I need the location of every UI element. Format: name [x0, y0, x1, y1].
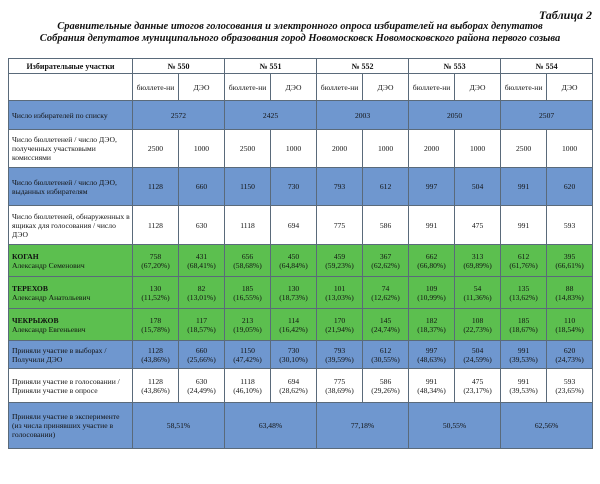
- cell-value: 991: [517, 376, 530, 386]
- row-sublabel: Александр Семенович: [12, 260, 85, 270]
- table-cell: [455, 130, 501, 168]
- cell-percent: (16,55%): [233, 292, 262, 302]
- table-caption: [0, 21, 600, 45]
- cell-value: 54: [473, 283, 482, 293]
- precinct-header: № 552: [317, 59, 409, 74]
- table-cell: [547, 168, 593, 206]
- table-cell: 62,56%: [501, 403, 593, 449]
- table-cell: [501, 277, 547, 309]
- table-cell: [317, 206, 363, 245]
- cell-percent: (24,59%): [463, 354, 492, 364]
- cell-percent: (23,65%): [555, 385, 584, 395]
- cell-value: 630: [195, 376, 208, 386]
- cell-value: 991: [517, 220, 530, 230]
- cell-percent: (24,49%): [187, 385, 216, 395]
- cell-value: 586: [379, 376, 392, 386]
- cell-percent: (14,83%): [555, 292, 584, 302]
- table-cell: [133, 309, 179, 341]
- cell-percent: (18,73%): [279, 292, 308, 302]
- cell-value: 656: [241, 251, 254, 261]
- table-body: [9, 101, 593, 449]
- cell-value: 182: [425, 315, 438, 325]
- cell-value: 475: [471, 220, 484, 230]
- cell-value: 593: [563, 376, 576, 386]
- row-label: [9, 341, 133, 369]
- cell-percent: (28,62%): [279, 385, 308, 395]
- cell-percent: (12,62%): [371, 292, 400, 302]
- cell-value: 367: [379, 251, 392, 261]
- table-cell: [455, 341, 501, 369]
- cell-value: 185: [241, 283, 254, 293]
- cell-value: 2000: [331, 144, 348, 153]
- cell-value: 108: [471, 315, 484, 325]
- row-label: [9, 245, 133, 277]
- cell-value: 1118: [240, 376, 255, 386]
- table-cell: [547, 309, 593, 341]
- table-cell: 2003: [317, 101, 409, 130]
- cell-value: 504: [471, 345, 484, 355]
- cell-value: 620: [563, 345, 576, 355]
- cell-percent: (39,59%): [325, 354, 354, 364]
- table-cell: [133, 206, 179, 245]
- cell-value: 114: [287, 315, 300, 325]
- row-label-text: ТЕРЕХОВ: [12, 283, 48, 293]
- table-cell: [547, 369, 593, 403]
- cell-value: 991: [517, 182, 530, 191]
- cell-value: 1128: [148, 345, 163, 355]
- cell-percent: (69,89%): [463, 260, 492, 270]
- table-cell: 2507: [501, 101, 593, 130]
- cell-value: 109: [425, 283, 438, 293]
- table-cell: [133, 130, 179, 168]
- table-cell: [271, 168, 317, 206]
- table-cell: [501, 369, 547, 403]
- table-cell: [363, 245, 409, 277]
- table-cell: [317, 341, 363, 369]
- cell-value: 660: [195, 345, 208, 355]
- table-cell: [225, 245, 271, 277]
- table-cell: 2572: [133, 101, 225, 130]
- cell-value: 130: [287, 283, 300, 293]
- cell-value: 1000: [469, 144, 486, 153]
- subheader-deo: ДЭО: [271, 74, 317, 101]
- row-label: [9, 206, 133, 245]
- table-cell: [363, 168, 409, 206]
- table-cell: [271, 206, 317, 245]
- row-voters-list: [9, 101, 593, 130]
- cell-percent: (68,41%): [187, 260, 216, 270]
- row-sublabel: Александр Анатольевич: [12, 292, 91, 302]
- table-cell: [317, 130, 363, 168]
- cell-value: 145: [379, 315, 392, 325]
- cell-value: 88: [565, 283, 574, 293]
- cell-value: 117: [195, 315, 208, 325]
- row-received: [9, 130, 593, 168]
- cell-percent: (64,84%): [279, 260, 308, 270]
- table-cell: 77,18%: [317, 403, 409, 449]
- subheader-deo: ДЭО: [455, 74, 501, 101]
- row-label: [9, 309, 133, 341]
- cell-value: 1128: [148, 376, 163, 386]
- cell-value: 2500: [515, 144, 532, 153]
- table-cell: [363, 277, 409, 309]
- row-label: [9, 277, 133, 309]
- row-label: [9, 168, 133, 206]
- table-cell: 58,51%: [133, 403, 225, 449]
- subheader-bulletins: бюллете-ни: [133, 74, 179, 101]
- cell-percent: (18,67%): [509, 324, 538, 334]
- table-label: Таблица 2: [538, 8, 592, 22]
- row-label: [9, 130, 133, 168]
- table-cell: [317, 369, 363, 403]
- subheader-bulletins: бюллете-ни: [317, 74, 363, 101]
- precinct-header: № 550: [133, 59, 225, 74]
- row-experiment: [9, 403, 593, 449]
- subheader-deo: ДЭО: [179, 74, 225, 101]
- table-cell: [363, 341, 409, 369]
- row-label-text: Приняли участие в голосовании / Приняли участие в опросе: [12, 376, 120, 395]
- cell-value: 620: [563, 182, 576, 191]
- cell-percent: (11,36%): [463, 292, 492, 302]
- cell-value: 775: [333, 220, 346, 230]
- table-cell: [363, 206, 409, 245]
- row-label-text: ЧЕКРЫЖОВ: [12, 315, 59, 325]
- subheader-bulletins: бюллете-ни: [501, 74, 547, 101]
- cell-value: 730: [287, 182, 300, 191]
- table-cell: [271, 277, 317, 309]
- cell-percent: (24,74%): [371, 324, 400, 334]
- table-cell: [547, 206, 593, 245]
- row-label-text: Число избирателей по списку: [12, 110, 108, 120]
- table-cell: [317, 245, 363, 277]
- subheader-deo: ДЭО: [547, 74, 593, 101]
- row-participated-elections: [9, 341, 593, 369]
- cell-value: 2500: [147, 144, 164, 153]
- row-sublabel: Александр Евгеньевич: [12, 324, 86, 334]
- cell-value: 213: [241, 315, 254, 325]
- cell-percent: (48,34%): [417, 385, 446, 395]
- table-cell: [455, 309, 501, 341]
- cell-value: 185: [517, 315, 530, 325]
- table-cell: [271, 245, 317, 277]
- table-cell: [179, 130, 225, 168]
- cell-value: 101: [333, 283, 346, 293]
- cell-value: 630: [195, 220, 208, 230]
- cell-value: 395: [563, 251, 576, 261]
- table-cell: [455, 369, 501, 403]
- subheader-deo: ДЭО: [363, 74, 409, 101]
- cell-percent: (24,73%): [555, 354, 584, 364]
- table-cell: [455, 277, 501, 309]
- cell-value: 135: [517, 283, 530, 293]
- cell-percent: (39,53%): [509, 354, 538, 364]
- cell-percent: (58,68%): [233, 260, 262, 270]
- cell-percent: (30,55%): [371, 354, 400, 364]
- table-cell: [179, 341, 225, 369]
- cell-percent: (61,76%): [509, 260, 538, 270]
- table-cell: [225, 369, 271, 403]
- caption-line-1: Сравнительные данные итогов голосования и электронного опроса избирателей на выборах депутатов: [57, 21, 543, 32]
- cell-value: 758: [149, 251, 162, 261]
- cell-value: 586: [379, 220, 392, 230]
- cell-value: 450: [287, 251, 300, 261]
- cell-value: 612: [379, 182, 392, 191]
- cell-percent: (21,94%): [325, 324, 354, 334]
- cell-percent: (30,10%): [279, 354, 308, 364]
- cell-value: 1000: [193, 144, 210, 153]
- row-participated-voting: [9, 369, 593, 403]
- table-cell: 2050: [409, 101, 501, 130]
- table-cell: [133, 168, 179, 206]
- table-cell: [409, 309, 455, 341]
- cell-value: 1150: [240, 182, 255, 191]
- table-cell: [179, 245, 225, 277]
- table-cell: [455, 206, 501, 245]
- table-cell: [547, 277, 593, 309]
- table-cell: [133, 341, 179, 369]
- table-cell: [363, 309, 409, 341]
- table-cell: [317, 277, 363, 309]
- cell-value: 775: [333, 376, 346, 386]
- cell-percent: (46,10%): [233, 385, 262, 395]
- subheader-blank: [9, 74, 133, 101]
- table-cell: [133, 369, 179, 403]
- row-found: [9, 206, 593, 245]
- cell-value: 991: [517, 345, 530, 355]
- table-cell: [179, 206, 225, 245]
- table-cell: [179, 168, 225, 206]
- table-cell: 63,48%: [225, 403, 317, 449]
- table-cell: [409, 341, 455, 369]
- table-cell: [225, 277, 271, 309]
- cell-value: 1000: [285, 144, 302, 153]
- table-cell: [455, 245, 501, 277]
- subheader-bulletins: бюллете-ни: [409, 74, 455, 101]
- subheader-row: [9, 74, 593, 101]
- table-cell: [547, 245, 593, 277]
- cell-value: 431: [195, 251, 208, 261]
- table-cell: [225, 130, 271, 168]
- row-label: [9, 369, 133, 403]
- cell-value: 110: [564, 315, 576, 325]
- cell-value: 793: [333, 345, 346, 355]
- cell-value: 694: [287, 376, 300, 386]
- cell-value: 178: [149, 315, 162, 325]
- cell-percent: (43,86%): [141, 354, 170, 364]
- row-label: [9, 101, 133, 130]
- table-cell: [225, 341, 271, 369]
- cell-percent: (48,63%): [417, 354, 446, 364]
- row-label-text: Приняли участие в эксперименте (из числа принявших участие в голосовании): [12, 412, 120, 439]
- row-label: [9, 403, 133, 449]
- table-cell: [409, 369, 455, 403]
- caption-line-2: Собрания депутатов муниципального образования город Новомосковск Новомосковского района первого созыва: [39, 33, 561, 44]
- table-cell: [409, 277, 455, 309]
- cell-value: 475: [471, 376, 484, 386]
- header-row: [9, 59, 593, 74]
- table-cell: [271, 369, 317, 403]
- cell-percent: (18,37%): [417, 324, 446, 334]
- table-cell: [547, 130, 593, 168]
- table-cell: [455, 168, 501, 206]
- cell-value: 313: [471, 251, 484, 261]
- column-header: Избирательные участки: [9, 59, 133, 74]
- cell-percent: (10,99%): [417, 292, 446, 302]
- table-cell: [225, 168, 271, 206]
- table-cell: [409, 168, 455, 206]
- table-cell: [133, 277, 179, 309]
- precinct-header: № 554: [501, 59, 593, 74]
- cell-percent: (18,57%): [187, 324, 216, 334]
- cell-percent: (13,01%): [187, 292, 216, 302]
- cell-percent: (16,42%): [279, 324, 308, 334]
- cell-value: 1000: [377, 144, 394, 153]
- table-cell: [133, 245, 179, 277]
- row-candidate-chekryzhov: [9, 309, 593, 341]
- table-cell: [317, 309, 363, 341]
- cell-value: 1128: [148, 220, 163, 230]
- row-label-text: Приняли участие в выборах / Получили ДЭО: [12, 345, 107, 364]
- table-cell: [179, 277, 225, 309]
- cell-percent: (23,17%): [463, 385, 492, 395]
- cell-value: 612: [379, 345, 392, 355]
- cell-value: 660: [195, 182, 208, 191]
- cell-percent: (38,69%): [325, 385, 354, 395]
- cell-percent: (47,42%): [233, 354, 262, 364]
- cell-percent: (13,62%): [509, 292, 538, 302]
- cell-value: 997: [425, 345, 438, 355]
- table-cell: [271, 130, 317, 168]
- table-cell: 50,55%: [409, 403, 501, 449]
- table-cell: [179, 309, 225, 341]
- table-cell: [225, 309, 271, 341]
- cell-percent: (66,80%): [417, 260, 446, 270]
- row-label-text: Число бюллетеней / число ДЭО, выданных избирателям: [12, 177, 117, 196]
- table-cell: [271, 309, 317, 341]
- cell-percent: (39,53%): [509, 385, 538, 395]
- cell-value: 694: [287, 220, 300, 230]
- row-label-text: Число бюллетеней, обнаруженных в ящиках для голосования / число ДЭО: [12, 211, 130, 239]
- precinct-header: № 553: [409, 59, 501, 74]
- cell-percent: (15,78%): [141, 324, 170, 334]
- cell-value: 612: [517, 251, 530, 261]
- cell-value: 1150: [240, 345, 255, 355]
- table-cell: 2425: [225, 101, 317, 130]
- cell-value: 793: [333, 182, 346, 191]
- table-cell: [225, 206, 271, 245]
- table-cell: [501, 206, 547, 245]
- cell-value: 2500: [239, 144, 256, 153]
- results-table: [8, 58, 593, 449]
- row-issued: [9, 168, 593, 206]
- cell-value: 593: [563, 220, 576, 230]
- cell-percent: (11,52%): [141, 292, 170, 302]
- cell-value: 130: [149, 283, 162, 293]
- cell-value: 170: [333, 315, 346, 325]
- cell-percent: (18,54%): [555, 324, 584, 334]
- cell-percent: (19,05%): [233, 324, 262, 334]
- cell-percent: (22,73%): [463, 324, 492, 334]
- table-cell: [409, 130, 455, 168]
- cell-value: 1000: [561, 144, 578, 153]
- row-label-text: КОГАН: [12, 251, 39, 261]
- table-cell: [547, 341, 593, 369]
- table-cell: [317, 168, 363, 206]
- cell-value: 991: [425, 376, 438, 386]
- cell-percent: (62,62%): [371, 260, 400, 270]
- cell-percent: (66,61%): [555, 260, 584, 270]
- table-cell: [179, 369, 225, 403]
- cell-value: 997: [425, 182, 438, 191]
- cell-percent: (29,26%): [371, 385, 400, 395]
- row-candidate-kogan: [9, 245, 593, 277]
- cell-value: 504: [471, 182, 484, 191]
- table-cell: [363, 130, 409, 168]
- cell-percent: (25,66%): [187, 354, 216, 364]
- table-cell: [501, 245, 547, 277]
- table-cell: [501, 130, 547, 168]
- cell-value: 74: [381, 283, 390, 293]
- table-cell: [271, 341, 317, 369]
- subheader-bulletins: бюллете-ни: [225, 74, 271, 101]
- cell-percent: (59,23%): [325, 260, 354, 270]
- cell-value: 459: [333, 251, 346, 261]
- cell-value: 991: [425, 220, 438, 230]
- cell-percent: (67,20%): [141, 260, 170, 270]
- table-cell: [409, 206, 455, 245]
- cell-value: 2000: [423, 144, 440, 153]
- cell-value: 82: [197, 283, 206, 293]
- cell-value: 730: [287, 345, 300, 355]
- table-cell: [363, 369, 409, 403]
- cell-value: 1118: [240, 220, 255, 230]
- row-candidate-terekhov: [9, 277, 593, 309]
- precinct-header: № 551: [225, 59, 317, 74]
- row-label-text: Число бюллетеней / число ДЭО, полученных участковыми комиссиями: [12, 135, 117, 162]
- cell-value: 662: [425, 251, 438, 261]
- table-cell: [501, 341, 547, 369]
- cell-value: 1128: [148, 182, 163, 191]
- cell-percent: (13,03%): [325, 292, 354, 302]
- cell-percent: (43,86%): [141, 385, 170, 395]
- table-cell: [501, 309, 547, 341]
- table-cell: [501, 168, 547, 206]
- table-cell: [409, 245, 455, 277]
